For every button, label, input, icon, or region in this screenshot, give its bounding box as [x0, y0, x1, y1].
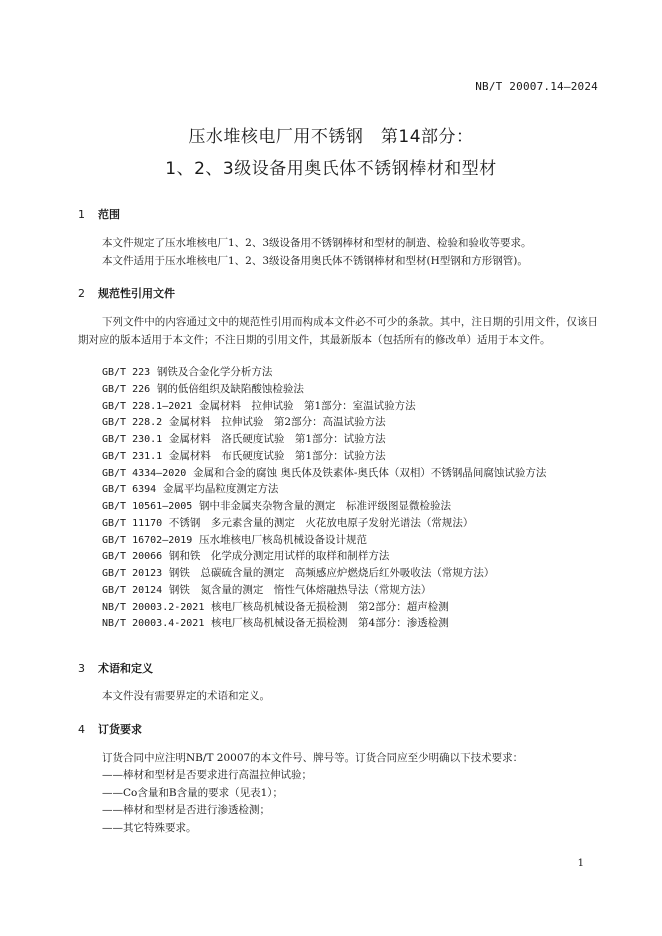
section-title: 规范性引用文件 — [98, 287, 175, 300]
reference-code: GB/T 226 — [102, 383, 151, 395]
reference-title: 压水堆核电厂核岛机械设备设计规范 — [199, 533, 367, 546]
reference-title: 金属平均晶粒度测定方法 — [162, 483, 279, 496]
section-4-heading — [78, 721, 142, 737]
reference-title: 钢铁 总碳硫含量的测定 高频感应炉燃烧后红外吸收法（常规方法） — [168, 567, 495, 579]
reference-code: GB/T 228.1—2021 — [102, 400, 193, 412]
section-1-paragraph-1: 本文件规定了压水堆核电厂1、2、3级设备用不锈钢棒材和型材的制造、检验和验收等要求。 — [102, 237, 532, 249]
requirement-item: ——其它特殊要求。 — [102, 821, 197, 834]
section-number: 2 — [78, 287, 85, 300]
reference-item — [102, 582, 546, 599]
section-3-heading — [78, 660, 153, 676]
reference-code: GB/T 10561—2005 — [102, 501, 193, 512]
reference-title: 金属材料 布氏硬度试验 第1部分：试验方法 — [168, 449, 386, 462]
reference-title: 不锈钢 多元素含量的测定 火花放电原子发射光谱法（常规法） — [168, 516, 474, 529]
reference-code: GB/T 16702—2019 — [102, 534, 193, 546]
reference-item — [102, 465, 546, 482]
section-2-intro: 下列文件中的内容通过文中的规范性引用而构成本文件必不可少的条款。其中，注日期的引用文件，仅该日期对应的版本适用于本文件；不注日期的引用文件，其最新版本（包括所有的修改单）适用于本文件。 — [78, 316, 598, 346]
requirement-item: ——棒材和型材是否要求进行高温拉伸试验； — [102, 769, 312, 781]
reference-code: GB/T 4334—2020 — [102, 467, 187, 479]
section-1-heading — [78, 206, 120, 222]
section-number: 4 — [78, 723, 85, 736]
reference-item — [102, 364, 546, 381]
reference-title: 钢铁及合金化学分析方法 — [156, 366, 273, 378]
reference-item — [102, 615, 546, 632]
section-number: 1 — [78, 208, 85, 221]
section-3-paragraph: 本文件没有需要界定的术语和定义。 — [102, 690, 270, 702]
reference-title: 金属材料 拉伸试验 第1部分：室温试验方法 — [199, 399, 416, 412]
reference-title: 金属和合金的腐蚀 奥氏体及铁素体-奥氏体（双相）不锈钢晶间腐蚀试验方法 — [192, 466, 547, 479]
reference-code: GB/T 20123 — [102, 568, 163, 579]
section-1-paragraph-2: 本文件适用于压水堆核电厂1、2、3级设备用奥氏体不锈钢棒材和型材(H型钢和方形钢管)。 — [102, 255, 528, 267]
reference-item — [102, 398, 546, 415]
reference-item — [102, 431, 546, 448]
section-title: 订货要求 — [98, 723, 142, 736]
section-4-intro: 订货合同中应注明NB/T 20007的本文件号、牌号等。订货合同应至少明确以下技术要求： — [102, 752, 524, 764]
section-number: 3 — [78, 662, 85, 675]
reference-code: NB/T 20003.4-2021 — [102, 618, 205, 630]
reference-item — [102, 414, 546, 431]
reference-title: 核电厂核岛机械设备无损检测 第2部分：超声检测 — [211, 600, 449, 613]
reference-item — [102, 498, 546, 515]
reference-code: GB/T 20124 — [102, 584, 163, 596]
reference-item — [102, 548, 546, 565]
reference-item — [102, 532, 546, 549]
reference-item — [102, 448, 546, 465]
reference-code: GB/T 20066 — [102, 551, 163, 563]
reference-code: GB/T 231.1 — [102, 450, 163, 462]
reference-code: GB/T 230.1 — [102, 434, 163, 445]
section-title: 范围 — [98, 208, 120, 221]
reference-code: GB/T 6394 — [102, 484, 157, 496]
reference-code: GB/T 223 — [102, 367, 151, 378]
requirement-item: ——Co含量和B含量的要求（见表1）； — [102, 786, 284, 799]
standard-code-header: NB/T 20007.14—2024 — [475, 80, 598, 93]
reference-title: 钢的低倍组织及缺陷酸蚀检验法 — [156, 382, 304, 395]
reference-code: GB/T 11170 — [102, 517, 163, 529]
reference-title: 钢铁 氮含量的测定 惰性气体熔融热导法（常规方法） — [168, 583, 432, 596]
reference-item — [102, 515, 546, 532]
reference-code: NB/T 20003.2-2021 — [102, 601, 205, 613]
reference-item — [102, 481, 546, 498]
document-title-line-1: 压水堆核电厂用不锈钢 第14部分： — [188, 127, 474, 147]
reference-title: 金属材料 拉伸试验 第2部分：高温试验方法 — [168, 416, 386, 429]
section-title: 术语和定义 — [98, 662, 153, 675]
reference-title: 钢和铁 化学成分测定用试样的取样和制样方法 — [168, 550, 390, 563]
reference-item — [102, 599, 546, 616]
reference-code: GB/T 228.2 — [102, 417, 163, 429]
reference-title: 钢中非金属夹杂物含量的测定 标准评级图显微检验法 — [199, 500, 451, 512]
normative-references-list — [102, 364, 546, 632]
document-title-line-2: 1、2、3级设备用奥氏体不锈钢棒材和型材 — [165, 159, 497, 179]
reference-title: 核电厂核岛机械设备无损检测 第4部分：渗透检测 — [211, 617, 449, 630]
reference-title: 金属材料 洛氏硬度试验 第1部分：试验方法 — [168, 433, 386, 445]
page-number: 1 — [577, 858, 584, 869]
reference-item — [102, 381, 546, 398]
section-2-heading — [78, 285, 175, 301]
order-requirements-list — [102, 767, 312, 837]
requirement-item: ——棒材和型材是否进行渗透检测； — [102, 804, 270, 816]
reference-item — [102, 565, 546, 582]
